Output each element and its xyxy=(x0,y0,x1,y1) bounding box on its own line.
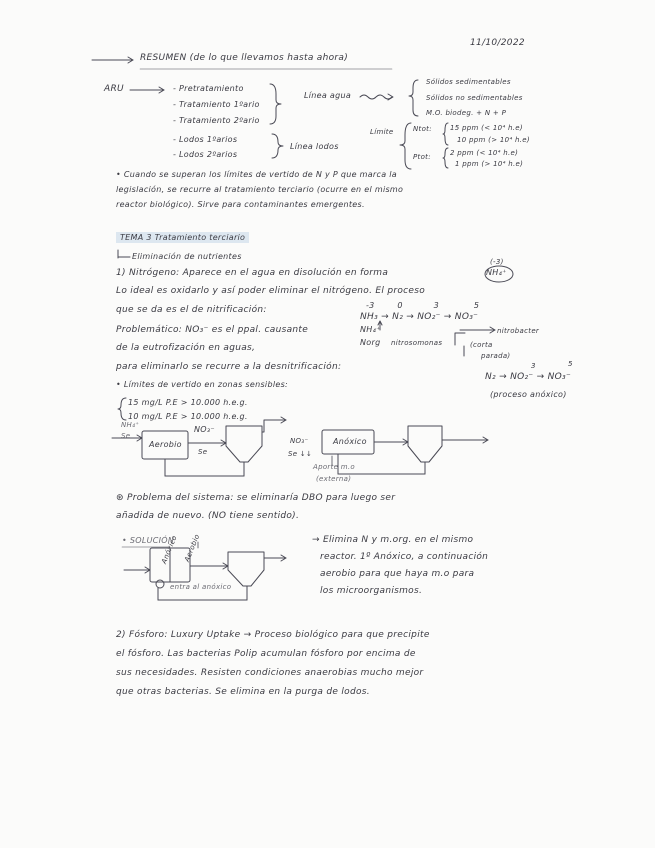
ptot-label: Ptot: xyxy=(413,153,431,161)
water-line-label: Línea agua xyxy=(304,91,352,100)
summary-heading: RESUMEN (de lo que llevamos hasta ahora) xyxy=(140,53,349,63)
elim-heading: Eliminación de nutrientes xyxy=(132,252,242,261)
brace-discharge-limits xyxy=(118,398,126,420)
anoxic-note: (proceso anóxico) xyxy=(490,390,567,399)
tank2-in-label-2: Se ↓↓ xyxy=(288,450,313,458)
ox-state-1: -3 xyxy=(366,301,375,310)
addition-label-2: (externa) xyxy=(316,475,352,483)
elim-arrow xyxy=(118,250,130,258)
aru-step-tratamiento-1: - Tratamiento 1ºario xyxy=(173,100,260,109)
ntot-label: Ntot: xyxy=(413,125,432,133)
desnitrif-ox-state-1: 3 xyxy=(531,362,536,370)
diagram1-in-label-2: Se xyxy=(121,432,131,440)
nitrogen-line-5: de la eutrofización en aguas, xyxy=(116,343,256,353)
nitrification-arrows xyxy=(378,321,495,356)
anoxic-tank-label: Anóxico xyxy=(333,437,367,446)
nitrogen-line-4: Problemático: NO₃⁻ es el ppal. causante xyxy=(116,325,309,335)
nitrogen-line-3: que se da es el de nitrificación: xyxy=(116,305,267,315)
solution-flow xyxy=(122,542,286,600)
solution-desc-2: reactor. 1º Anóxico, a continuación xyxy=(320,552,489,562)
date: 11/10/2022 xyxy=(470,38,525,48)
short-step-1: (corta xyxy=(470,341,493,349)
diagram1-flow xyxy=(112,417,488,476)
phosphorus-line-1: 2) Fósforo: Luxury Uptake → Proceso biológico para que precipite xyxy=(116,630,430,640)
wavy-arrow xyxy=(360,94,393,100)
ptot-value-1: 2 ppm (< 10⁴ h.e) xyxy=(450,149,519,157)
topic-title: TEMA 3 Tratamiento terciario xyxy=(116,232,249,243)
note-line-1: • Cuando se superan los límites de vertido de N y P que marca la xyxy=(116,170,397,179)
nitrogen-line-1: 1) Nitrógeno: Aparece en el agua en disolución en forma xyxy=(116,268,389,278)
diagram1-in-label: NH₄⁺ xyxy=(121,421,140,429)
ox-state-2: 0 xyxy=(397,301,403,310)
phosphorus-line-2: el fósforo. Las bacterias Polip acumulan fósforo por encima de xyxy=(116,649,416,659)
brace-water-items xyxy=(409,80,418,116)
ntot-value-2: 10 ppm (> 10⁴ h.e) xyxy=(457,136,530,144)
ntot-value-1: 15 ppm (< 10⁴ h.e) xyxy=(450,124,523,132)
nh4-ox-state: (-3) xyxy=(490,258,504,266)
nitrification-equation: NH₃ → N₂ → NO₂⁻ → NO₃⁻ xyxy=(360,312,479,322)
sludge-line-label: Línea lodos xyxy=(290,142,339,151)
solution-label: • SOLUCIÓN xyxy=(122,536,175,545)
ptot-value-2: 1 ppm (> 10⁴ h.e) xyxy=(455,160,524,168)
recirculation-label: entra al anóxico xyxy=(170,583,232,591)
short-step-2: parada) xyxy=(481,352,511,360)
problem-line-1: ⊛ Problema del sistema: se eliminaría DBO para luego ser xyxy=(116,493,396,503)
aru-step-pretratamiento: - Pretratamiento xyxy=(173,84,244,93)
nitrogen-line-2: Lo ideal es oxidarlo y así poder eliminar el nitrógeno. El proceso xyxy=(116,286,426,296)
nitrosomonas-label: nitrosomonas xyxy=(391,339,443,347)
limit-line-1: 15 mg/L P.E > 10.000 h.e.g. xyxy=(128,398,248,407)
note-line-2: legislación, se recurre al tratamiento terciario (ocurre en el mismo xyxy=(116,185,404,194)
nh4-form: NH₄⁺ xyxy=(486,268,507,277)
water-line-item-2: Sólidos no sedimentables xyxy=(426,94,523,102)
water-line-item-3: M.O. biodeg. + N + P xyxy=(426,109,507,117)
tank1-out-label: NO₃⁻ xyxy=(194,425,215,434)
summary-arrow xyxy=(92,57,392,69)
nh4-circle xyxy=(485,266,513,282)
addition-label-1: Aporte m.o xyxy=(313,463,355,471)
brace-water xyxy=(270,84,281,124)
nitrogen-line-6: para eliminarlo se recurre a la desnitrificación: xyxy=(116,362,342,372)
phosphorus-line-4: que otras bacterias. Se elimina en la purga de lodos. xyxy=(116,687,370,697)
norg-label: Norg xyxy=(360,338,381,347)
aru-step-lodos-1: - Lodos 1ºarios xyxy=(173,135,238,144)
desnitrification-equation: N₂ → NO₂⁻ → NO₃⁻ xyxy=(485,372,572,382)
nh4-label: NH₄⁺ xyxy=(360,325,381,334)
limit-line-2: 10 mg/L P.E > 10.000 h.e.g. xyxy=(128,412,248,421)
problem-line-2: añadida de nuevo. (NO tiene sentido). xyxy=(116,511,300,521)
aru-step-tratamiento-2: - Tratamiento 2ºario xyxy=(173,116,260,125)
brace-sludge xyxy=(272,134,283,158)
nitrobacter-label: nitrobacter xyxy=(497,327,540,335)
aru-step-lodos-2: - Lodos 2ºarios xyxy=(173,150,238,159)
brace-ptot xyxy=(443,148,448,168)
water-line-item-1: Sólidos sedimentables xyxy=(426,78,511,86)
phosphorus-line-3: sus necesidades. Resisten condiciones anaerobias mucho mejor xyxy=(116,668,424,678)
aru-label: ARU xyxy=(104,84,124,94)
aerobic-tank-label: Aerobio xyxy=(149,440,182,449)
solution-tank-aerobic: Aerobio xyxy=(183,533,202,563)
tank1-out-label-2: Se xyxy=(198,448,208,456)
note-line-3: reactor biológico). Sirve para contaminantes emergentes. xyxy=(116,200,365,209)
brace-limits xyxy=(400,123,411,169)
solution-desc-4: los microorganismos. xyxy=(320,586,423,596)
tank2-in-label: NO₃⁻ xyxy=(290,437,309,445)
desnitrif-ox-state-2: 5 xyxy=(568,360,573,368)
solution-desc-3: aerobio para que haya m.o para xyxy=(320,569,475,579)
aru-arrow xyxy=(130,87,164,93)
ox-state-4: 5 xyxy=(473,301,480,310)
limits-label: Límite xyxy=(370,128,394,136)
solution-desc-1: → Elimina N y m.org. en el mismo xyxy=(312,535,474,545)
brace-ntot xyxy=(443,123,448,145)
limits-intro: • Límites de vertido en zonas sensibles: xyxy=(116,380,289,389)
solution-tank-anoxic: Anóxico xyxy=(160,534,179,565)
ox-state-3: 3 xyxy=(433,301,440,310)
